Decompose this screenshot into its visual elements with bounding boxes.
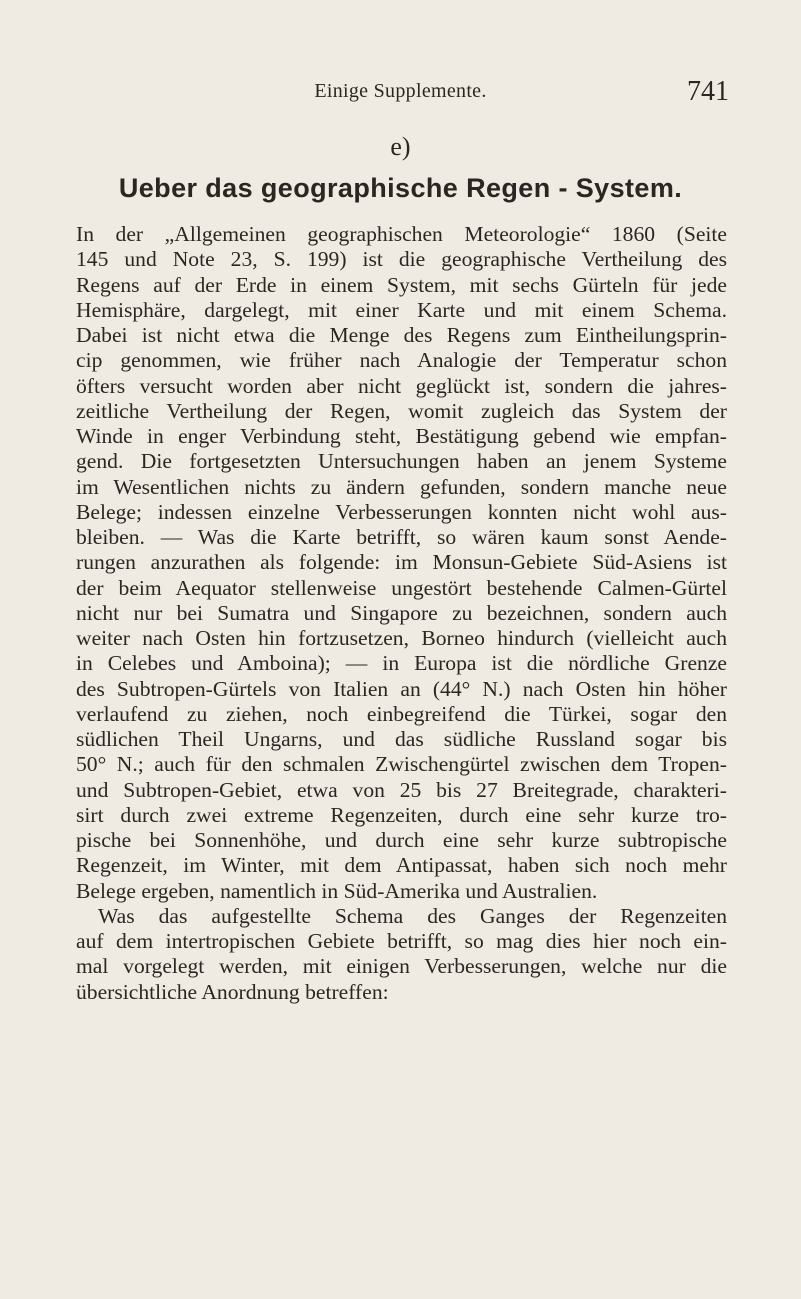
text-line: 50° N.; auch für den schmalen Zwischengürtel zwischen dem Tropen- (76, 752, 727, 777)
text-line: und Subtropen-Gebiet, etwa von 25 bis 27 Breitegrade, charakteri- (76, 777, 727, 802)
text-line: gend. Die fortgesetzten Untersuchungen haben an jenem Systeme (76, 449, 727, 474)
text-line: bleiben. — Was die Karte betrifft, so wären kaum sonst Aende- (76, 525, 727, 549)
body-text (76, 222, 727, 1005)
text-line: rungen anzurathen als folgende: im Monsun-Gebiete Süd-Asiens ist (76, 550, 727, 575)
text-line: auf dem intertropischen Gebiete betrifft, so mag dies hier noch ein- (76, 929, 727, 953)
text-line: öfters versucht worden aber nicht geglückt ist, sondern die jahres- (76, 373, 727, 398)
text-line: sirt durch zwei extreme Regenzeiten, durch eine sehr kurze tro- (76, 802, 727, 827)
text-line: des Subtropen-Gürtels von Italien an (44° N.) nach Osten hin höher (76, 676, 727, 701)
text-line: Belege; indessen einzelne Verbesserungen konnten nicht wohl aus- (76, 499, 727, 524)
section-letter: e) (390, 132, 411, 161)
text-line: cip genommen, wie früher nach Analogie der Temperatur schon (76, 348, 727, 373)
text-line: In der „Allgemeinen geographischen Meteorologie“ 1860 (Seite (76, 222, 727, 246)
text-line: im Wesentlichen nichts zu ändern gefunden, sondern manche neue (76, 474, 727, 499)
running-title: Einige Supplemente. (314, 80, 487, 102)
text-line: übersichtliche Anordnung betreffen: (76, 979, 389, 1004)
page-number: 741 (687, 76, 729, 107)
text-line: Belege ergeben, namentlich in Süd-Amerika und Australien. (76, 878, 598, 903)
text-line: pische bei Sonnenhöhe, und durch eine sehr kurze subtropische (76, 828, 727, 852)
text-line: in Celebes und Amboina); — in Europa ist die nördliche Grenze (76, 651, 727, 676)
text-line: Winde in enger Verbindung steht, Bestätigung gebend wie empfan- (76, 424, 727, 448)
section-heading: Ueber das geographische Regen - System. (118, 173, 683, 203)
text-line: verlaufend zu ziehen, noch einbegreifend die Türkei, sogar den (76, 701, 727, 726)
text-line: südlichen Theil Ungarns, und das südliche Russland sogar bis (76, 727, 727, 751)
text-line: Was das aufgestellte Schema des Ganges der Regenzeiten (98, 903, 727, 928)
text-line: Regens auf der Erde in einem System, mit sechs Gürteln für jede (76, 272, 727, 297)
text-line: mal vorgelegt werden, mit einigen Verbesserungen, welche nur die (76, 954, 727, 979)
text-line: Regenzeit, im Winter, mit dem Antipassat, haben sich noch mehr (76, 853, 727, 878)
text-line: zeitliche Vertheilung der Regen, womit zugleich das System der (76, 398, 727, 423)
text-line: weiter nach Osten hin fortzusetzen, Borneo hindurch (vielleicht auch (76, 626, 727, 650)
text-line: nicht nur bei Sumatra und Singapore zu bezeichnen, sondern auch (76, 600, 727, 625)
running-head (0, 76, 801, 106)
text-line: Dabei ist nicht etwa die Menge des Regens zum Eintheilungsprin- (76, 323, 727, 347)
text-line: Hemisphäre, dargelegt, mit einer Karte und mit einem Schema. (76, 297, 727, 322)
text-line: der beim Aequator stellenweise ungestört bestehende Calmen-Gürtel (76, 575, 727, 600)
text-line: 145 und Note 23, S. 199) ist die geographische Vertheilung des (76, 247, 727, 272)
